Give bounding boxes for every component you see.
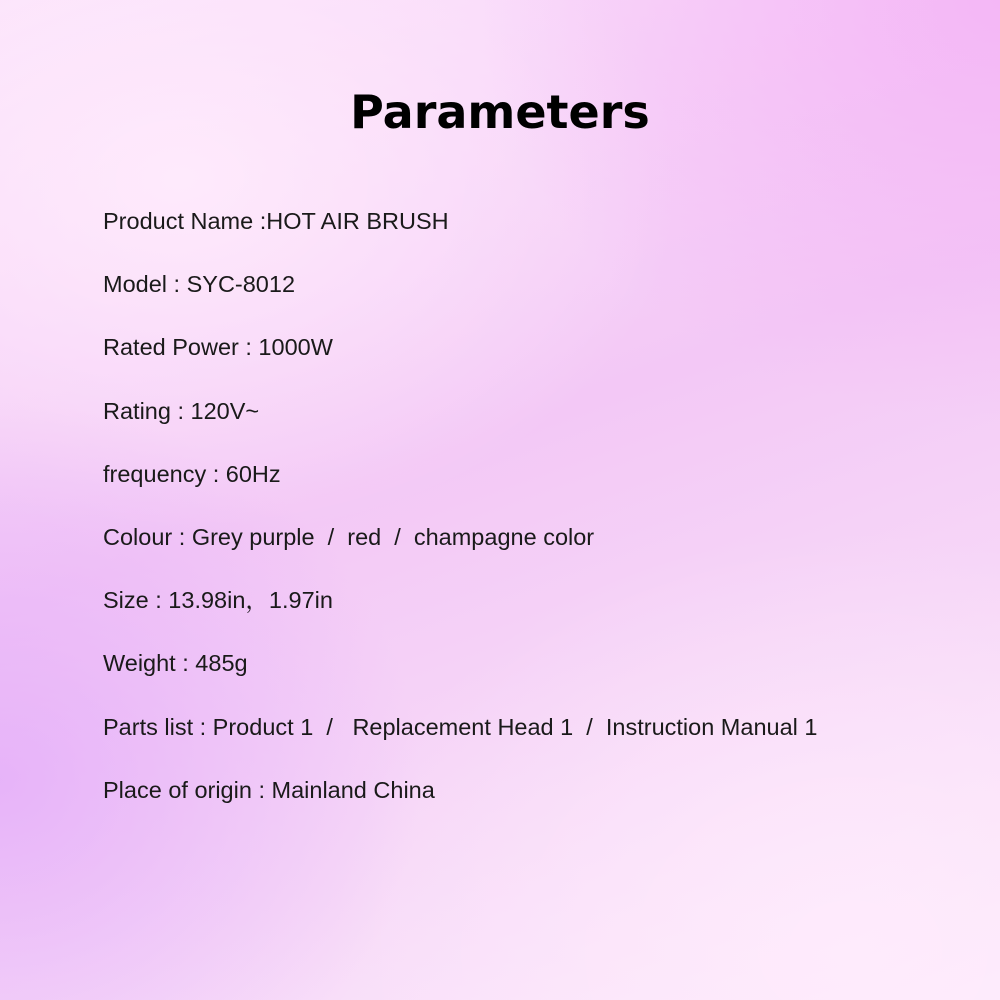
parameter-weight: Weight : 485g bbox=[103, 650, 248, 677]
page-title: Parameters bbox=[350, 85, 650, 139]
parameter-parts-list: Parts list : Product 1 / Replacement Head 1 / Instruction Manual 1 bbox=[103, 713, 818, 740]
parameter-list bbox=[103, 203, 983, 835]
parameter-model: Model : SYC-8012 bbox=[103, 271, 296, 298]
parameter-product-name: Product Name :HOT AIR BRUSH bbox=[103, 208, 449, 234]
parameter-colour: Colour : Grey purple / red / champagne color bbox=[103, 523, 595, 550]
parameter-rating: Rating : 120V~ bbox=[103, 397, 260, 424]
parameter-frequency: frequency : 60Hz bbox=[103, 460, 281, 487]
parameter-place-of-origin: Place of origin : Mainland China bbox=[103, 776, 435, 803]
parameter-rated-power: Rated Power : 1000W bbox=[103, 334, 333, 361]
parameter-size: Size : 13.98in，1.97in bbox=[103, 587, 333, 614]
